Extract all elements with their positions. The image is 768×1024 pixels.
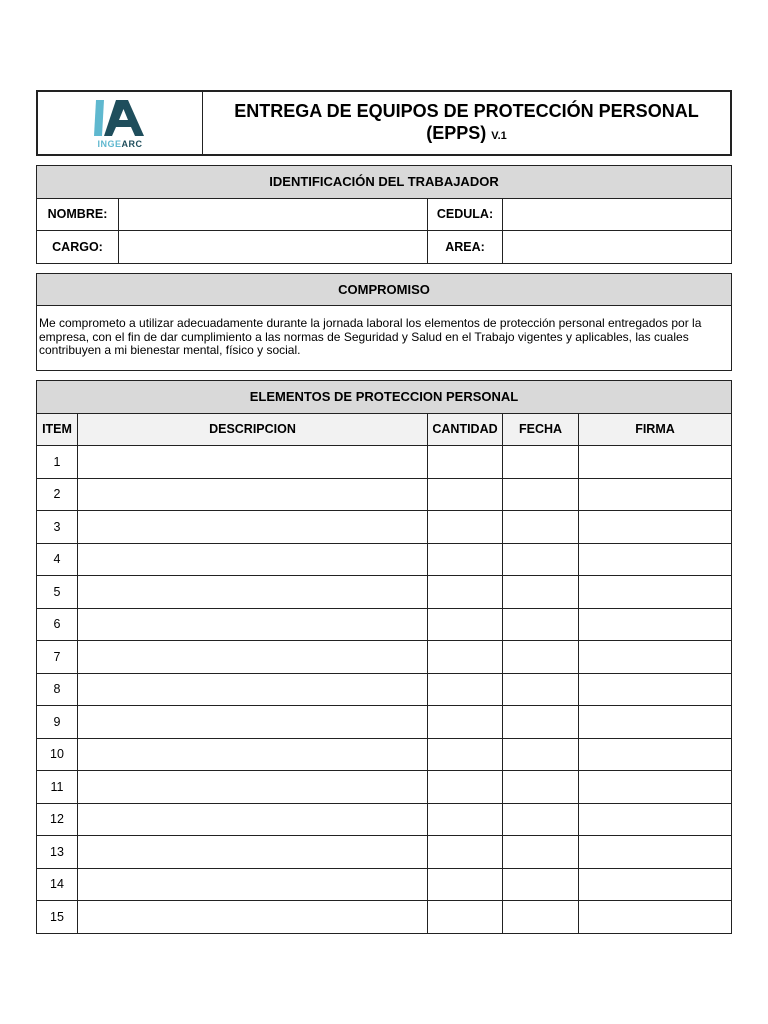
- descripcion-cell[interactable]: [78, 543, 428, 576]
- firma-cell[interactable]: [579, 446, 732, 479]
- item-number: 11: [37, 771, 78, 804]
- fecha-cell[interactable]: [503, 608, 579, 641]
- cantidad-cell[interactable]: [428, 543, 503, 576]
- firma-cell[interactable]: [579, 543, 732, 576]
- ppe-elements-section: [36, 380, 732, 934]
- commitment-text: Me comprometo a utilizar adecuadamente durante la jornada laboral los elementos de protección personal entregados por la empresa, con el fin de dar cumplimiento a las normas de Seguridad y Salud en el Trabajo vigentes y aplicables, las cuales contribuyen a mi bienestar mental, físico y social.: [37, 306, 732, 371]
- descripcion-cell[interactable]: [78, 803, 428, 836]
- fecha-cell[interactable]: [503, 511, 579, 544]
- table-row: [37, 576, 732, 609]
- table-row: [37, 803, 732, 836]
- descripcion-cell[interactable]: [78, 446, 428, 479]
- col-firma: FIRMA: [579, 413, 732, 446]
- cantidad-cell[interactable]: [428, 803, 503, 836]
- fecha-cell[interactable]: [503, 901, 579, 934]
- descripcion-cell[interactable]: [78, 738, 428, 771]
- cedula-field[interactable]: [503, 198, 732, 231]
- item-number: 5: [37, 576, 78, 609]
- cargo-field[interactable]: [119, 231, 428, 264]
- table-row: [37, 608, 732, 641]
- worker-identification-section: [36, 165, 732, 264]
- table-row: [37, 478, 732, 511]
- table-row: [37, 868, 732, 901]
- ppe-column-headers: [37, 413, 732, 446]
- identification-heading: IDENTIFICACIÓN DEL TRABAJADOR: [37, 166, 732, 199]
- table-row: [37, 771, 732, 804]
- fecha-cell[interactable]: [503, 803, 579, 836]
- cantidad-cell[interactable]: [428, 673, 503, 706]
- logo: [38, 92, 203, 154]
- area-field[interactable]: [503, 231, 732, 264]
- firma-cell[interactable]: [579, 641, 732, 674]
- fecha-cell[interactable]: [503, 641, 579, 674]
- fecha-cell[interactable]: [503, 868, 579, 901]
- item-number: 14: [37, 868, 78, 901]
- col-fecha: FECHA: [503, 413, 579, 446]
- cargo-label: CARGO:: [37, 231, 119, 264]
- firma-cell[interactable]: [579, 673, 732, 706]
- fecha-cell[interactable]: [503, 673, 579, 706]
- table-row: [37, 901, 732, 934]
- fecha-cell[interactable]: [503, 543, 579, 576]
- table-row: [37, 738, 732, 771]
- descripcion-cell[interactable]: [78, 771, 428, 804]
- version-label: V.1: [491, 129, 507, 142]
- item-number: 7: [37, 641, 78, 674]
- table-row: [37, 836, 732, 869]
- cantidad-cell[interactable]: [428, 738, 503, 771]
- item-number: 3: [37, 511, 78, 544]
- firma-cell[interactable]: [579, 706, 732, 739]
- table-row: [37, 673, 732, 706]
- cantidad-cell[interactable]: [428, 576, 503, 609]
- ingearc-logo-icon: [94, 98, 146, 138]
- firma-cell[interactable]: [579, 511, 732, 544]
- col-item: ITEM: [37, 413, 78, 446]
- nombre-label: NOMBRE:: [37, 198, 119, 231]
- cantidad-cell[interactable]: [428, 771, 503, 804]
- document-header: [36, 90, 732, 156]
- fecha-cell[interactable]: [503, 836, 579, 869]
- area-label: AREA:: [428, 231, 503, 264]
- title-line-1: ENTREGA DE EQUIPOS DE PROTECCIÓN PERSONAL: [234, 100, 699, 121]
- item-number: 1: [37, 446, 78, 479]
- cantidad-cell[interactable]: [428, 901, 503, 934]
- title-line-2: (EPPS) V.1: [426, 122, 507, 143]
- item-number: 15: [37, 901, 78, 934]
- fecha-cell[interactable]: [503, 446, 579, 479]
- fecha-cell[interactable]: [503, 576, 579, 609]
- cantidad-cell[interactable]: [428, 608, 503, 641]
- item-number: 8: [37, 673, 78, 706]
- item-number: 12: [37, 803, 78, 836]
- descripcion-cell[interactable]: [78, 576, 428, 609]
- fecha-cell[interactable]: [503, 478, 579, 511]
- cantidad-cell[interactable]: [428, 868, 503, 901]
- cedula-label: CEDULA:: [428, 198, 503, 231]
- descripcion-cell[interactable]: [78, 901, 428, 934]
- table-row: [37, 511, 732, 544]
- ppe-heading: ELEMENTOS DE PROTECCION PERSONAL: [37, 381, 732, 414]
- firma-cell[interactable]: [579, 576, 732, 609]
- descripcion-cell[interactable]: [78, 673, 428, 706]
- descripcion-cell[interactable]: [78, 478, 428, 511]
- fecha-cell[interactable]: [503, 706, 579, 739]
- descripcion-cell[interactable]: [78, 706, 428, 739]
- firma-cell[interactable]: [579, 738, 732, 771]
- commitment-heading: COMPROMISO: [37, 274, 732, 306]
- fecha-cell[interactable]: [503, 738, 579, 771]
- logo-wordmark: INGEARC: [97, 138, 143, 149]
- cantidad-cell[interactable]: [428, 511, 503, 544]
- cantidad-cell[interactable]: [428, 706, 503, 739]
- item-number: 6: [37, 608, 78, 641]
- commitment-section: [36, 273, 732, 371]
- table-row: [37, 543, 732, 576]
- table-row: [37, 641, 732, 674]
- firma-cell[interactable]: [579, 901, 732, 934]
- table-row: [37, 706, 732, 739]
- firma-cell[interactable]: [579, 836, 732, 869]
- firma-cell[interactable]: [579, 771, 732, 804]
- firma-cell[interactable]: [579, 608, 732, 641]
- firma-cell[interactable]: [579, 803, 732, 836]
- firma-cell[interactable]: [579, 868, 732, 901]
- document-title: [203, 92, 730, 154]
- col-cantidad: CANTIDAD: [428, 413, 503, 446]
- table-row: [37, 446, 732, 479]
- descripcion-cell[interactable]: [78, 836, 428, 869]
- item-number: 4: [37, 543, 78, 576]
- cantidad-cell[interactable]: [428, 836, 503, 869]
- nombre-field[interactable]: [119, 198, 428, 231]
- cantidad-cell[interactable]: [428, 446, 503, 479]
- item-number: 9: [37, 706, 78, 739]
- item-number: 2: [37, 478, 78, 511]
- descripcion-cell[interactable]: [78, 511, 428, 544]
- fecha-cell[interactable]: [503, 771, 579, 804]
- col-descripcion: DESCRIPCION: [78, 413, 428, 446]
- descripcion-cell[interactable]: [78, 608, 428, 641]
- item-number: 10: [37, 738, 78, 771]
- cantidad-cell[interactable]: [428, 641, 503, 674]
- descripcion-cell[interactable]: [78, 641, 428, 674]
- item-number: 13: [37, 836, 78, 869]
- cantidad-cell[interactable]: [428, 478, 503, 511]
- firma-cell[interactable]: [579, 478, 732, 511]
- descripcion-cell[interactable]: [78, 868, 428, 901]
